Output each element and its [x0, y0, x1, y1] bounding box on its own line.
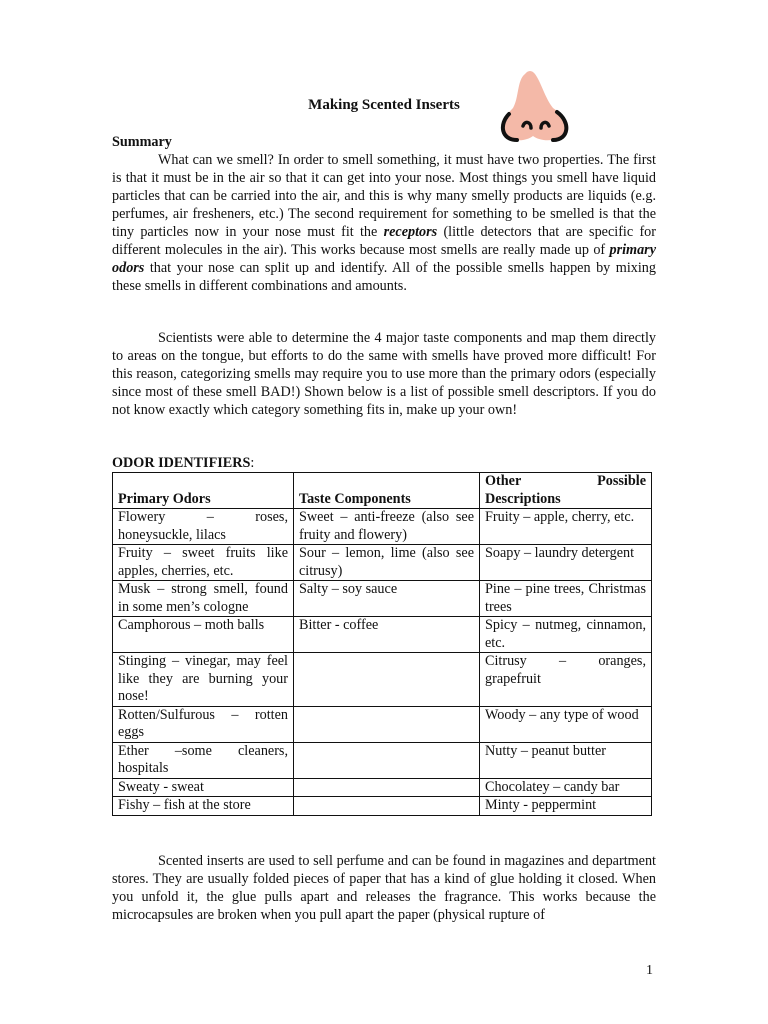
table-cell: Rotten/Sulfurous – rotten eggs [113, 706, 294, 742]
nose-icon [495, 68, 575, 146]
table-row [113, 581, 652, 617]
closing-paragraph: Scented inserts are used to sell perfume and can be found in magazines and department stores. They are usually folded pieces of paper that has a kind of glue holding it closed. When you unfold it, the glue pulls apart and releases the fragrance. This works because the microcapsules are broken when you pull apart the paper (physical rupture of [112, 853, 656, 923]
primary-odors-emphasis: primary odors [112, 242, 656, 276]
table-cell: Pine – pine trees, Christmas trees [480, 581, 652, 617]
table-cell: Minty - peppermint [480, 797, 652, 816]
table-row [113, 742, 652, 778]
odor-heading-text: ODOR IDENTIFIERS [112, 455, 251, 471]
table-row [113, 617, 652, 653]
receptors-emphasis: receptors [383, 224, 438, 240]
header-other-descriptions: Other Possible Descriptions [480, 473, 652, 509]
summary-paragraph-2: Scientists were able to determine the 4 major taste components and map them directly to areas on the tongue, but efforts to do the same with smells have proved more difficult! For this reason, categorizing smells may require you to use more than the primary odors (especially since most of these smell BAD!) Shown below is a list of possible smell descriptors. If you do not know exactly which category something fits in, make up your own! [112, 330, 656, 418]
table-row [113, 797, 652, 816]
table-cell [294, 742, 480, 778]
table-cell: Sweaty - sweat [113, 778, 294, 797]
table-cell: Bitter - coffee [294, 617, 480, 653]
table-cell: Nutty – peanut butter [480, 742, 652, 778]
table-cell: Musk – strong smell, found in some men’s cologne [113, 581, 294, 617]
table-cell: Fishy – fish at the store [113, 797, 294, 816]
table-row [113, 706, 652, 742]
table-cell [294, 706, 480, 742]
table-cell: Sour – lemon, lime (also see citrusy) [294, 545, 480, 581]
table-row [113, 509, 652, 545]
table-cell: Camphorous – moth balls [113, 617, 294, 653]
summary-p1-text-a: What can we smell? In order to smell something, it must have two properties. The first is that it must be in the air so that it can get into your nose. Most things you smell have liquid particles that can be carried into the air, and this is why many smelly products are liquids (e.g. perfumes, air fresheners, etc.) The second requirement for something to be smelled is that the tiny particles now in your nose must fit the [112, 152, 656, 240]
header-primary-odors: Primary Odors [113, 473, 294, 509]
table-cell: Chocolatey – candy bar [480, 778, 652, 797]
header-taste-components: Taste Components [294, 473, 480, 509]
summary-p1-text-c: (little detectors that are specific for different molecules in the air). This works because most smells are really made up of [112, 224, 656, 258]
table-cell [294, 778, 480, 797]
table-cell: Sweet – anti-freeze (also see fruity and flowery) [294, 509, 480, 545]
table-row [113, 778, 652, 797]
table-header-row [113, 473, 652, 509]
table-cell: Spicy – nutmeg, cinnamon, etc. [480, 617, 652, 653]
table-cell [294, 653, 480, 707]
odor-heading-colon: : [250, 455, 255, 471]
table-cell: Flowery – roses, honeysuckle, lilacs [113, 509, 294, 545]
table-cell: Salty – soy sauce [294, 581, 480, 617]
table-cell: Soapy – laundry detergent [480, 545, 652, 581]
summary-heading: Summary [112, 134, 172, 150]
page-number: 1 [646, 963, 653, 978]
table-cell: Stinging – vinegar, may feel like they are burning your nose! [113, 653, 294, 707]
table-row [113, 653, 652, 707]
table-cell: Fruity – sweet fruits like apples, cherries, etc. [113, 545, 294, 581]
table-cell: Citrusy – oranges, grapefruit [480, 653, 652, 707]
summary-p1-text-e: that your nose can split up and identify. All of the possible smells happen by mixing these smells in different combinations and amounts. [112, 260, 656, 294]
table-cell: Woody – any type of wood [480, 706, 652, 742]
odor-identifiers-heading [112, 454, 254, 472]
table-cell [294, 797, 480, 816]
table-cell: Ether –some cleaners, hospitals [113, 742, 294, 778]
document-title: Making Scented Inserts [308, 97, 460, 113]
table-row [113, 545, 652, 581]
summary-paragraph-1 [112, 151, 656, 295]
table-cell: Fruity – apple, cherry, etc. [480, 509, 652, 545]
odor-identifiers-table [112, 472, 652, 816]
